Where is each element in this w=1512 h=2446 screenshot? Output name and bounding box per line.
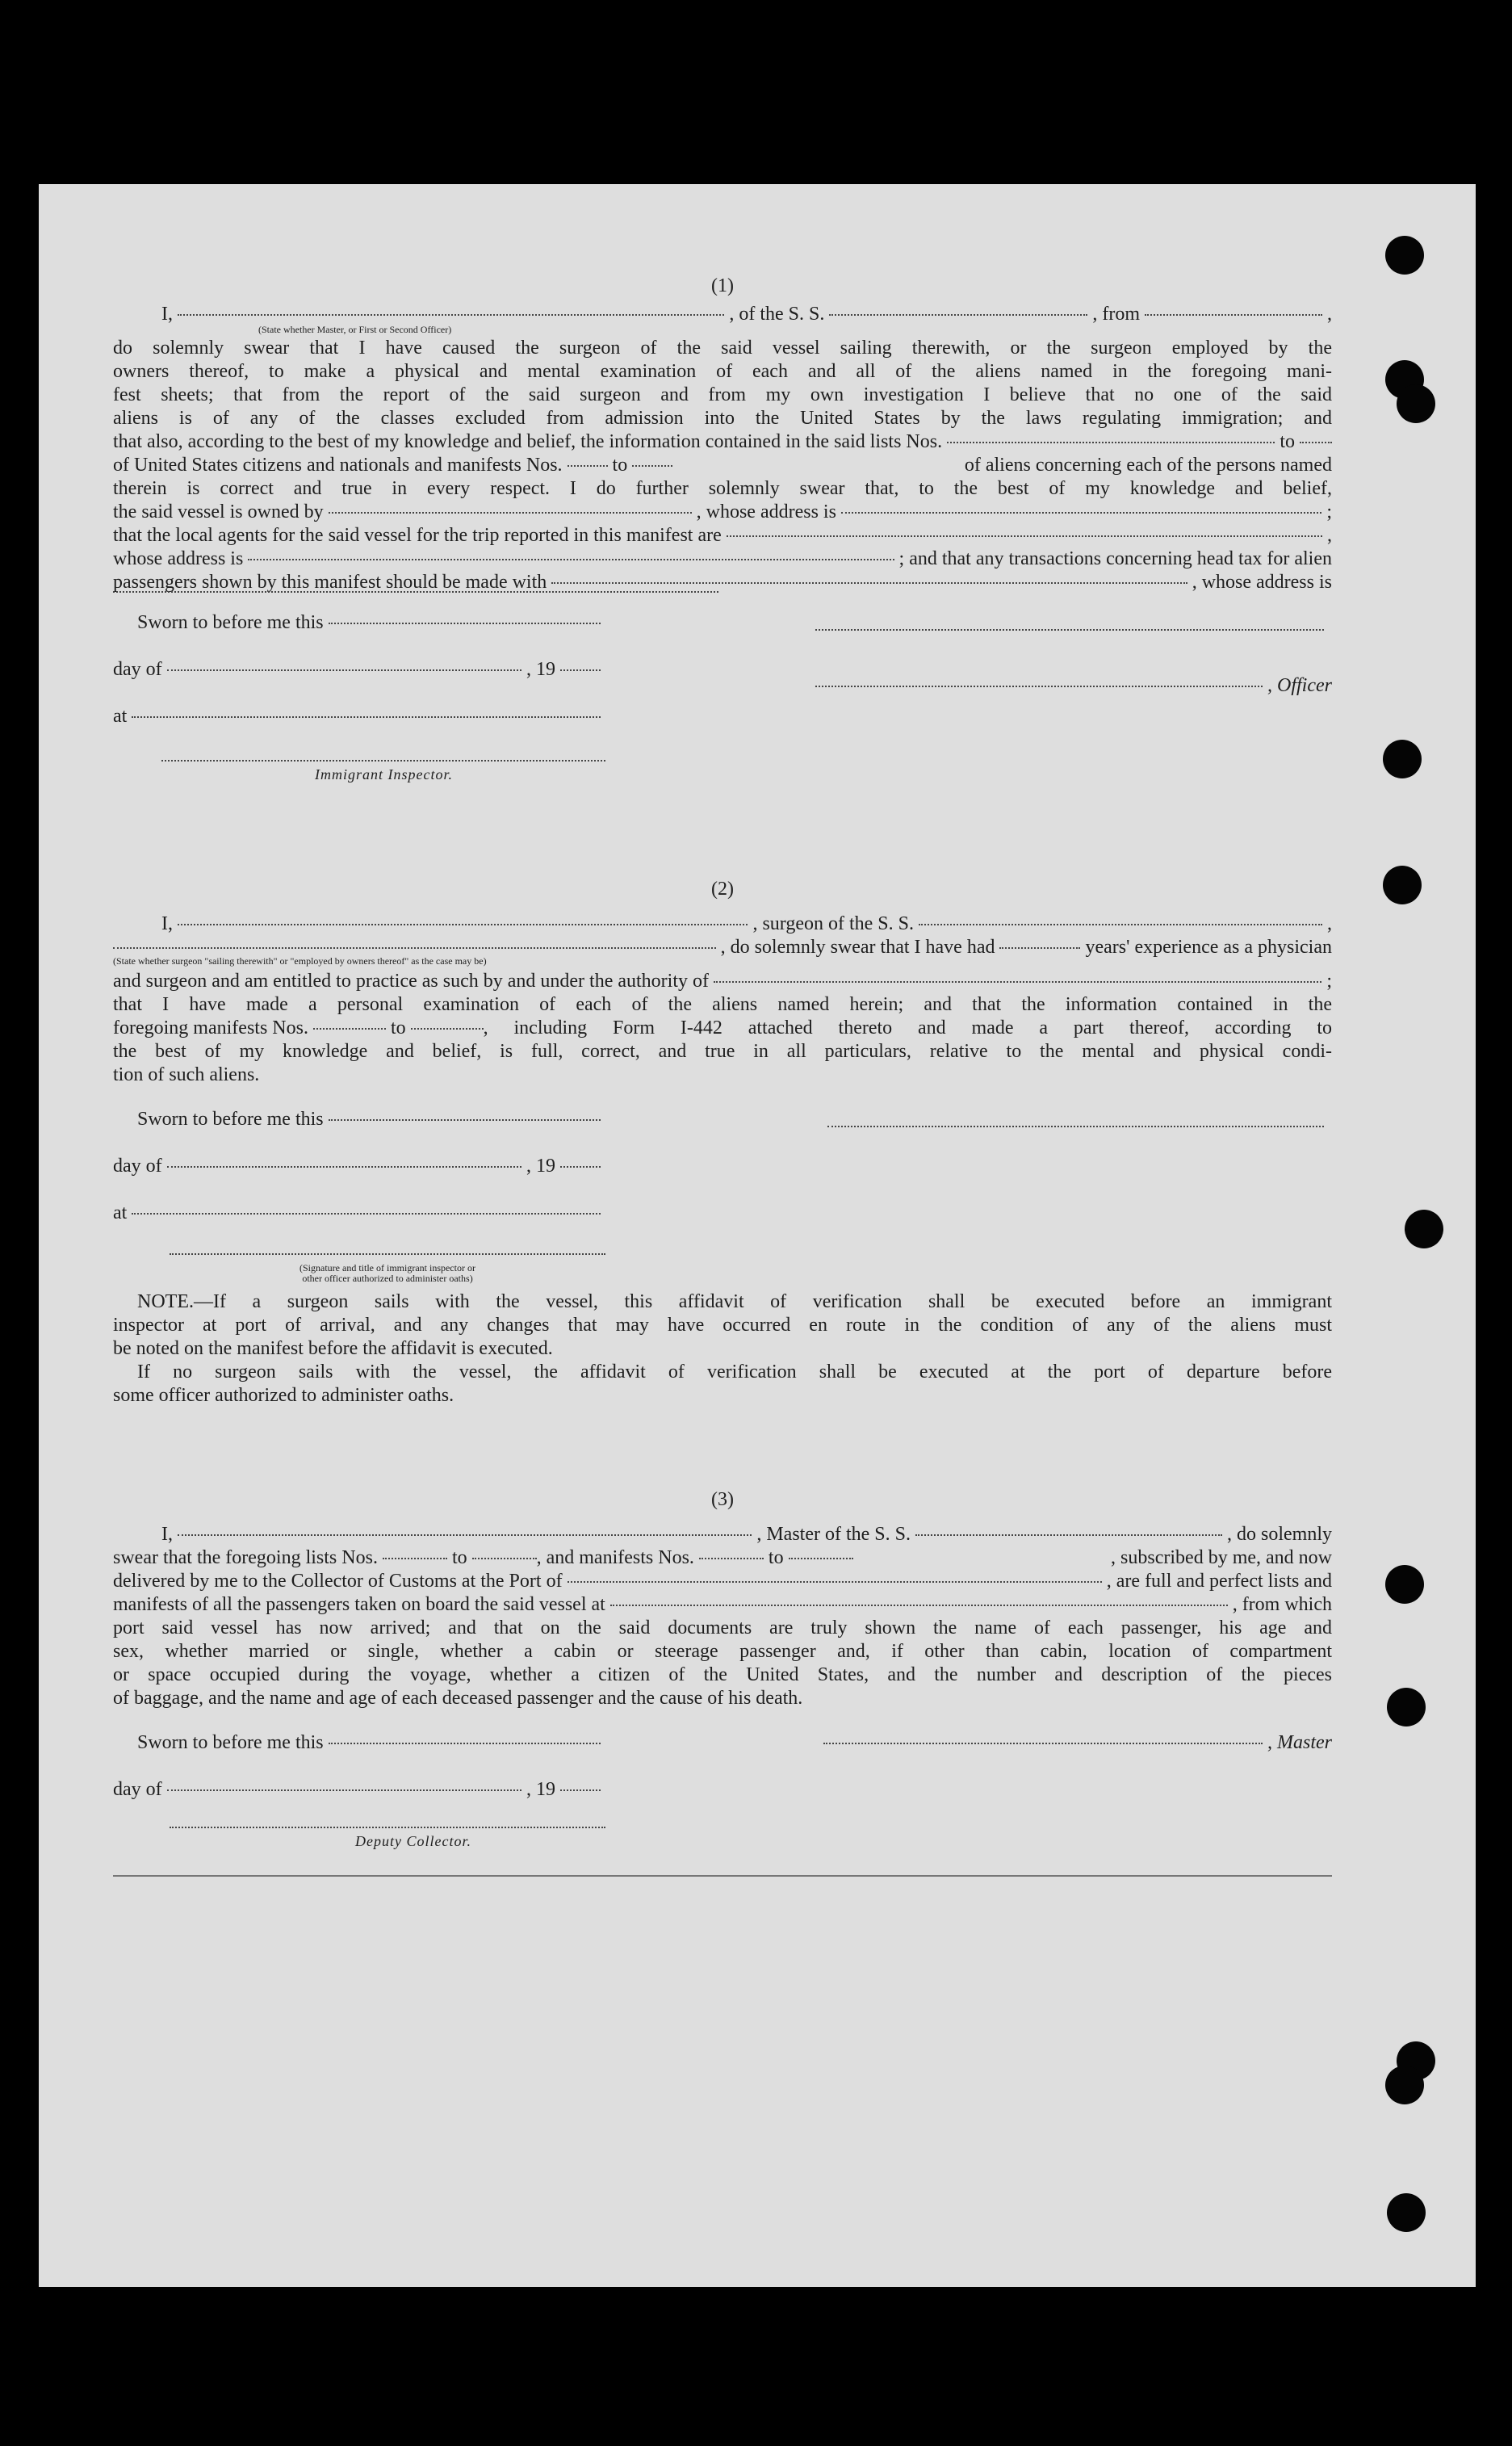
- fill-in-field[interactable]: [915, 1533, 1222, 1536]
- text: , do solemnly swear that I have had: [720, 937, 995, 958]
- paragraph-line: tion of such aliens.: [113, 1064, 260, 1085]
- fill-in-field[interactable]: [829, 313, 1087, 316]
- form-content: [113, 275, 1332, 1877]
- signature-line[interactable]: [815, 629, 1324, 631]
- section-2: [113, 878, 1332, 1408]
- fill-in-field[interactable]: [472, 1557, 537, 1559]
- fill-in-field[interactable]: [1300, 441, 1332, 443]
- note: [113, 1290, 1332, 1408]
- fill-in-field[interactable]: [248, 558, 894, 560]
- text: ,: [1327, 913, 1332, 934]
- fill-in-field[interactable]: [132, 715, 601, 718]
- fill-in-field[interactable]: [568, 464, 608, 467]
- text: , 19: [526, 659, 555, 680]
- fill-in-field[interactable]: [947, 441, 1275, 443]
- paragraph-line: the best of my knowledge and belief, is full, correct, and true in all particulars, relative to the mental and physical condi-: [113, 1041, 1332, 1062]
- text: Sworn to before me this: [137, 1732, 324, 1753]
- text: day of: [113, 1779, 162, 1800]
- punch-hole: [1387, 1688, 1426, 1726]
- text: , whose address is: [696, 501, 836, 522]
- fill-in-field[interactable]: [727, 535, 1322, 537]
- fill-in-field[interactable]: [568, 1580, 1102, 1583]
- fill-in-field[interactable]: [329, 622, 601, 624]
- punch-hole: [1383, 740, 1422, 778]
- text: ;: [1326, 971, 1332, 992]
- paragraph-line: that I have made a personal examination of each of the aliens named herein; and that the information contained in the: [113, 994, 1332, 1015]
- signature-caption: Immigrant Inspector.: [315, 766, 453, 782]
- fill-in-field[interactable]: [132, 1212, 601, 1215]
- text: manifests of all the passengers taken on board the said vessel at: [113, 1594, 605, 1615]
- text: , including Form I-442 attached thereto and made a part thereof, according to: [483, 1017, 1332, 1038]
- text: day of: [113, 1156, 162, 1177]
- fill-in-field[interactable]: [313, 1027, 386, 1030]
- text: swear that the foregoing lists Nos.: [113, 1547, 378, 1568]
- fill-in-field[interactable]: [699, 1557, 764, 1559]
- text: ;: [1326, 501, 1332, 522]
- signature-line[interactable]: [161, 760, 605, 761]
- text: ,: [1327, 525, 1332, 546]
- section-1: [113, 275, 1332, 797]
- paragraph-line: do solemnly swear that I have caused the surgeon of the said vessel sailing therewith, or the surgeon employed by the: [113, 338, 1332, 359]
- text: day of: [113, 659, 162, 680]
- master-label: , Master: [1267, 1732, 1332, 1753]
- fill-in-field[interactable]: [329, 1118, 601, 1121]
- text: passengers shown by this manifest should be made with: [113, 572, 547, 593]
- section-number: (1): [711, 275, 734, 296]
- text: delivered by me to the Collector of Customs at the Port of: [113, 1571, 563, 1592]
- section-number: (3): [711, 1489, 734, 1510]
- text: , Master of the S. S.: [756, 1524, 911, 1545]
- text: years' experience as a physician: [1085, 937, 1332, 958]
- note-line: be noted on the manifest before the affidavit is executed.: [113, 1338, 553, 1359]
- text: and surgeon and am entitled to practice as such by and under the authority of: [113, 971, 709, 992]
- fill-in-field[interactable]: [551, 581, 1187, 584]
- text: ; and that any transactions concerning head tax for alien: [898, 548, 1332, 569]
- paragraph-line: fest sheets; that from the report of the said surgeon and from my own investigation I believe that no one of the said: [113, 384, 1332, 405]
- punch-hole: [1385, 2066, 1424, 2104]
- paragraph-line: of baggage, and the name and age of each deceased passenger and the cause of his death.: [113, 1688, 803, 1709]
- paragraph-line: or space occupied during the voyage, whether a citizen of the United States, and the number and description of the pieces: [113, 1664, 1332, 1685]
- text: that the local agents for the said vessel for the trip reported in this manifest are: [113, 525, 722, 546]
- text: I,: [161, 1524, 173, 1545]
- text: to: [451, 1547, 467, 1568]
- fill-in-field[interactable]: [411, 1027, 484, 1030]
- text: , of the S. S.: [729, 304, 825, 325]
- text: to: [768, 1547, 784, 1568]
- punch-hole: [1387, 2193, 1426, 2232]
- text: to: [390, 1017, 406, 1038]
- paragraph-line: aliens is of any of the classes excluded from admission into the United States by the laws regulating immigration; and: [113, 408, 1332, 429]
- fill-in-field[interactable]: [632, 464, 672, 467]
- signature-line[interactable]: [823, 1742, 1263, 1744]
- signature-line[interactable]: [170, 1827, 605, 1828]
- punch-hole: [1385, 236, 1424, 275]
- text: , surgeon of the S. S.: [752, 913, 914, 934]
- section-3: [113, 1488, 1332, 1877]
- text: , whose address is: [1192, 572, 1332, 593]
- text: , from which: [1232, 1594, 1332, 1615]
- text: to: [1280, 431, 1295, 452]
- paragraph-line: port said vessel has now arrived; and that on the said documents are truly shown the name of each passenger, his age and: [113, 1617, 1332, 1638]
- fill-in-field[interactable]: [178, 1533, 752, 1536]
- fill-in-field[interactable]: [329, 511, 692, 514]
- signature-line[interactable]: [827, 1126, 1324, 1127]
- caption-line: (Signature and title of immigrant inspector or: [299, 1262, 475, 1273]
- punch-hole: [1383, 866, 1422, 904]
- fill-in-field[interactable]: [178, 923, 748, 925]
- text: Sworn to before me this: [137, 1109, 324, 1130]
- text: the said vessel is owned by: [113, 501, 324, 522]
- caption-line: other officer authorized to administer oaths): [302, 1273, 473, 1284]
- field-caption: (State whether surgeon "sailing therewith" or "employed by owners thereof" as the case may be): [113, 955, 487, 967]
- signature-line[interactable]: [815, 685, 1263, 687]
- divider: [113, 1875, 1332, 1877]
- text: of United States citizens and nationals and manifests Nos.: [113, 455, 563, 476]
- fill-in-field[interactable]: [560, 1165, 601, 1168]
- punch-hole: [1397, 384, 1435, 423]
- paragraph-line: owners thereof, to make a physical and mental examination of each and all of the aliens named in the foregoing mani-: [113, 361, 1332, 382]
- text: of aliens concerning each of the persons named: [964, 455, 1332, 476]
- note-line: some officer authorized to administer oaths.: [113, 1385, 454, 1406]
- note-line: If no surgeon sails with the vessel, the affidavit of verification shall be executed at the port of departure before: [137, 1361, 1332, 1382]
- signature-line[interactable]: [170, 1253, 605, 1255]
- fill-in-field[interactable]: [714, 980, 1321, 983]
- fill-in-field[interactable]: [167, 1165, 521, 1168]
- fill-in-field[interactable]: [841, 511, 1321, 514]
- text: , are full and perfect lists and: [1106, 1571, 1332, 1592]
- fill-in-field[interactable]: [789, 1557, 853, 1559]
- fill-in-field[interactable]: [560, 1789, 601, 1791]
- field-caption: (State whether Master, or First or Second Officer): [258, 324, 452, 335]
- text: foregoing manifests Nos.: [113, 1017, 308, 1038]
- text: , do solemnly: [1227, 1524, 1332, 1545]
- fill-in-field[interactable]: [167, 1789, 521, 1791]
- text: , and manifests Nos.: [536, 1547, 694, 1568]
- fill-in-field[interactable]: [1145, 313, 1322, 316]
- punch-hole: [1405, 1210, 1443, 1248]
- text: at: [113, 1202, 128, 1223]
- fill-in-field[interactable]: [167, 669, 521, 671]
- fill-in-field[interactable]: [999, 946, 1080, 949]
- fill-in-field[interactable]: [113, 946, 716, 949]
- fill-in-field[interactable]: [178, 313, 724, 316]
- paragraph-line: sex, whether married or single, whether a cabin or steerage passenger and, if other than cabin, location of compartment: [113, 1641, 1332, 1662]
- fill-in-field[interactable]: [113, 590, 718, 593]
- text: I,: [161, 913, 173, 934]
- text: , from: [1092, 304, 1140, 325]
- fill-in-field[interactable]: [383, 1557, 447, 1559]
- note-line: inspector at port of arrival, and any changes that may have occurred en route in the condition of any of the aliens must: [113, 1315, 1332, 1336]
- text: , 19: [526, 1156, 555, 1177]
- paragraph-line: therein is correct and true in every respect. I do further solemnly swear that, to the best of my knowledge and belief,: [113, 478, 1332, 499]
- text: , subscribed by me, and now: [1111, 1547, 1332, 1568]
- text: , 19: [526, 1779, 555, 1800]
- text: at: [113, 706, 128, 727]
- fill-in-field[interactable]: [610, 1604, 1228, 1606]
- section-number: (2): [711, 879, 734, 900]
- note-line: NOTE.—If a surgeon sails with the vessel, this affidavit of verification shall be executed before an immigrant: [137, 1291, 1332, 1312]
- text: Sworn to before me this: [137, 612, 324, 633]
- punch-hole: [1385, 1565, 1424, 1604]
- fill-in-field[interactable]: [329, 1742, 601, 1744]
- signature-caption: Deputy Collector.: [355, 1833, 471, 1849]
- fill-in-field[interactable]: [560, 669, 601, 671]
- text: whose address is: [113, 548, 244, 569]
- text: that also, according to the best of my knowledge and belief, the information contained in the said lists Nos.: [113, 431, 943, 452]
- officer-label: , Officer: [1267, 675, 1332, 696]
- text: I,: [161, 304, 173, 325]
- fill-in-field[interactable]: [919, 923, 1322, 925]
- text: to: [612, 455, 628, 476]
- text: ,: [1327, 304, 1332, 325]
